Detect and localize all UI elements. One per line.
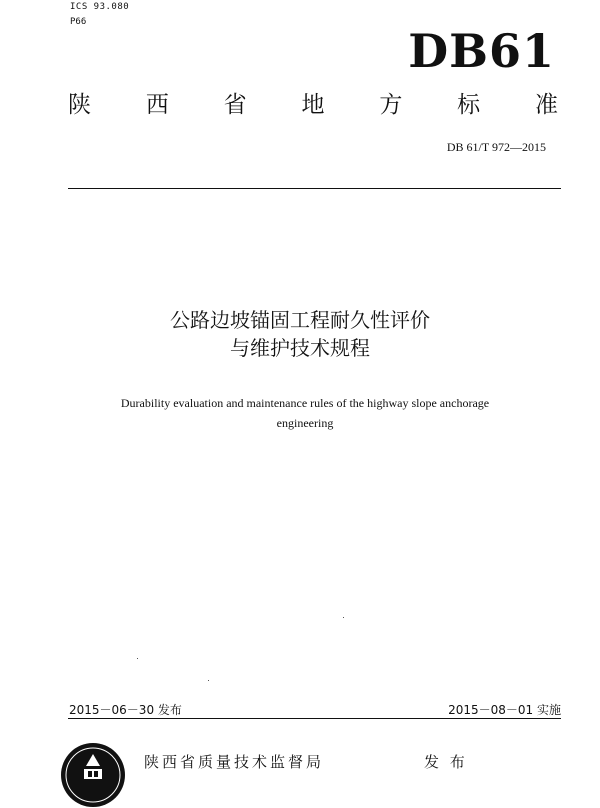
standard-number: DB 61/T 972—2015 <box>446 140 546 154</box>
standard-type-char: 陕 <box>68 92 91 118</box>
document-title-cn <box>60 306 540 362</box>
scan-speck <box>208 680 209 681</box>
document-title-en <box>70 393 540 433</box>
scan-speck <box>343 617 344 618</box>
standard-type-heading <box>68 91 558 119</box>
issued-label: 发 布 <box>424 753 468 771</box>
title-en-line-2: engineering <box>276 416 334 430</box>
standard-logo: DB61 <box>408 24 555 78</box>
bottom-divider <box>68 718 561 719</box>
classification-code: P66 <box>70 17 87 27</box>
standard-type-char: 准 <box>534 92 558 118</box>
title-cn-line-1: 公路边坡锚固工程耐久性评价 <box>170 308 430 332</box>
standard-type-char: 标 <box>457 92 481 118</box>
issuing-authority: 陕西省质量技术监督局 <box>144 753 325 771</box>
standard-type-char: 地 <box>301 92 325 118</box>
scan-speck <box>137 658 138 659</box>
issuer-seal <box>60 742 126 808</box>
standard-type-char: 省 <box>223 92 247 118</box>
implementation-date: 2015－08－01 实施 <box>448 703 561 717</box>
issue-date: 2015－06－30 发布 <box>69 703 182 717</box>
title-cn-line-2: 与维护技术规程 <box>230 336 370 360</box>
title-en-line-1: Durability evaluation and maintenance rules of the highway slope anchorage <box>120 396 490 410</box>
ics-code: ICS 93.080 <box>70 2 130 12</box>
top-divider <box>68 188 561 189</box>
standard-type-char: 西 <box>145 92 169 118</box>
standard-type-char: 方 <box>379 92 403 118</box>
